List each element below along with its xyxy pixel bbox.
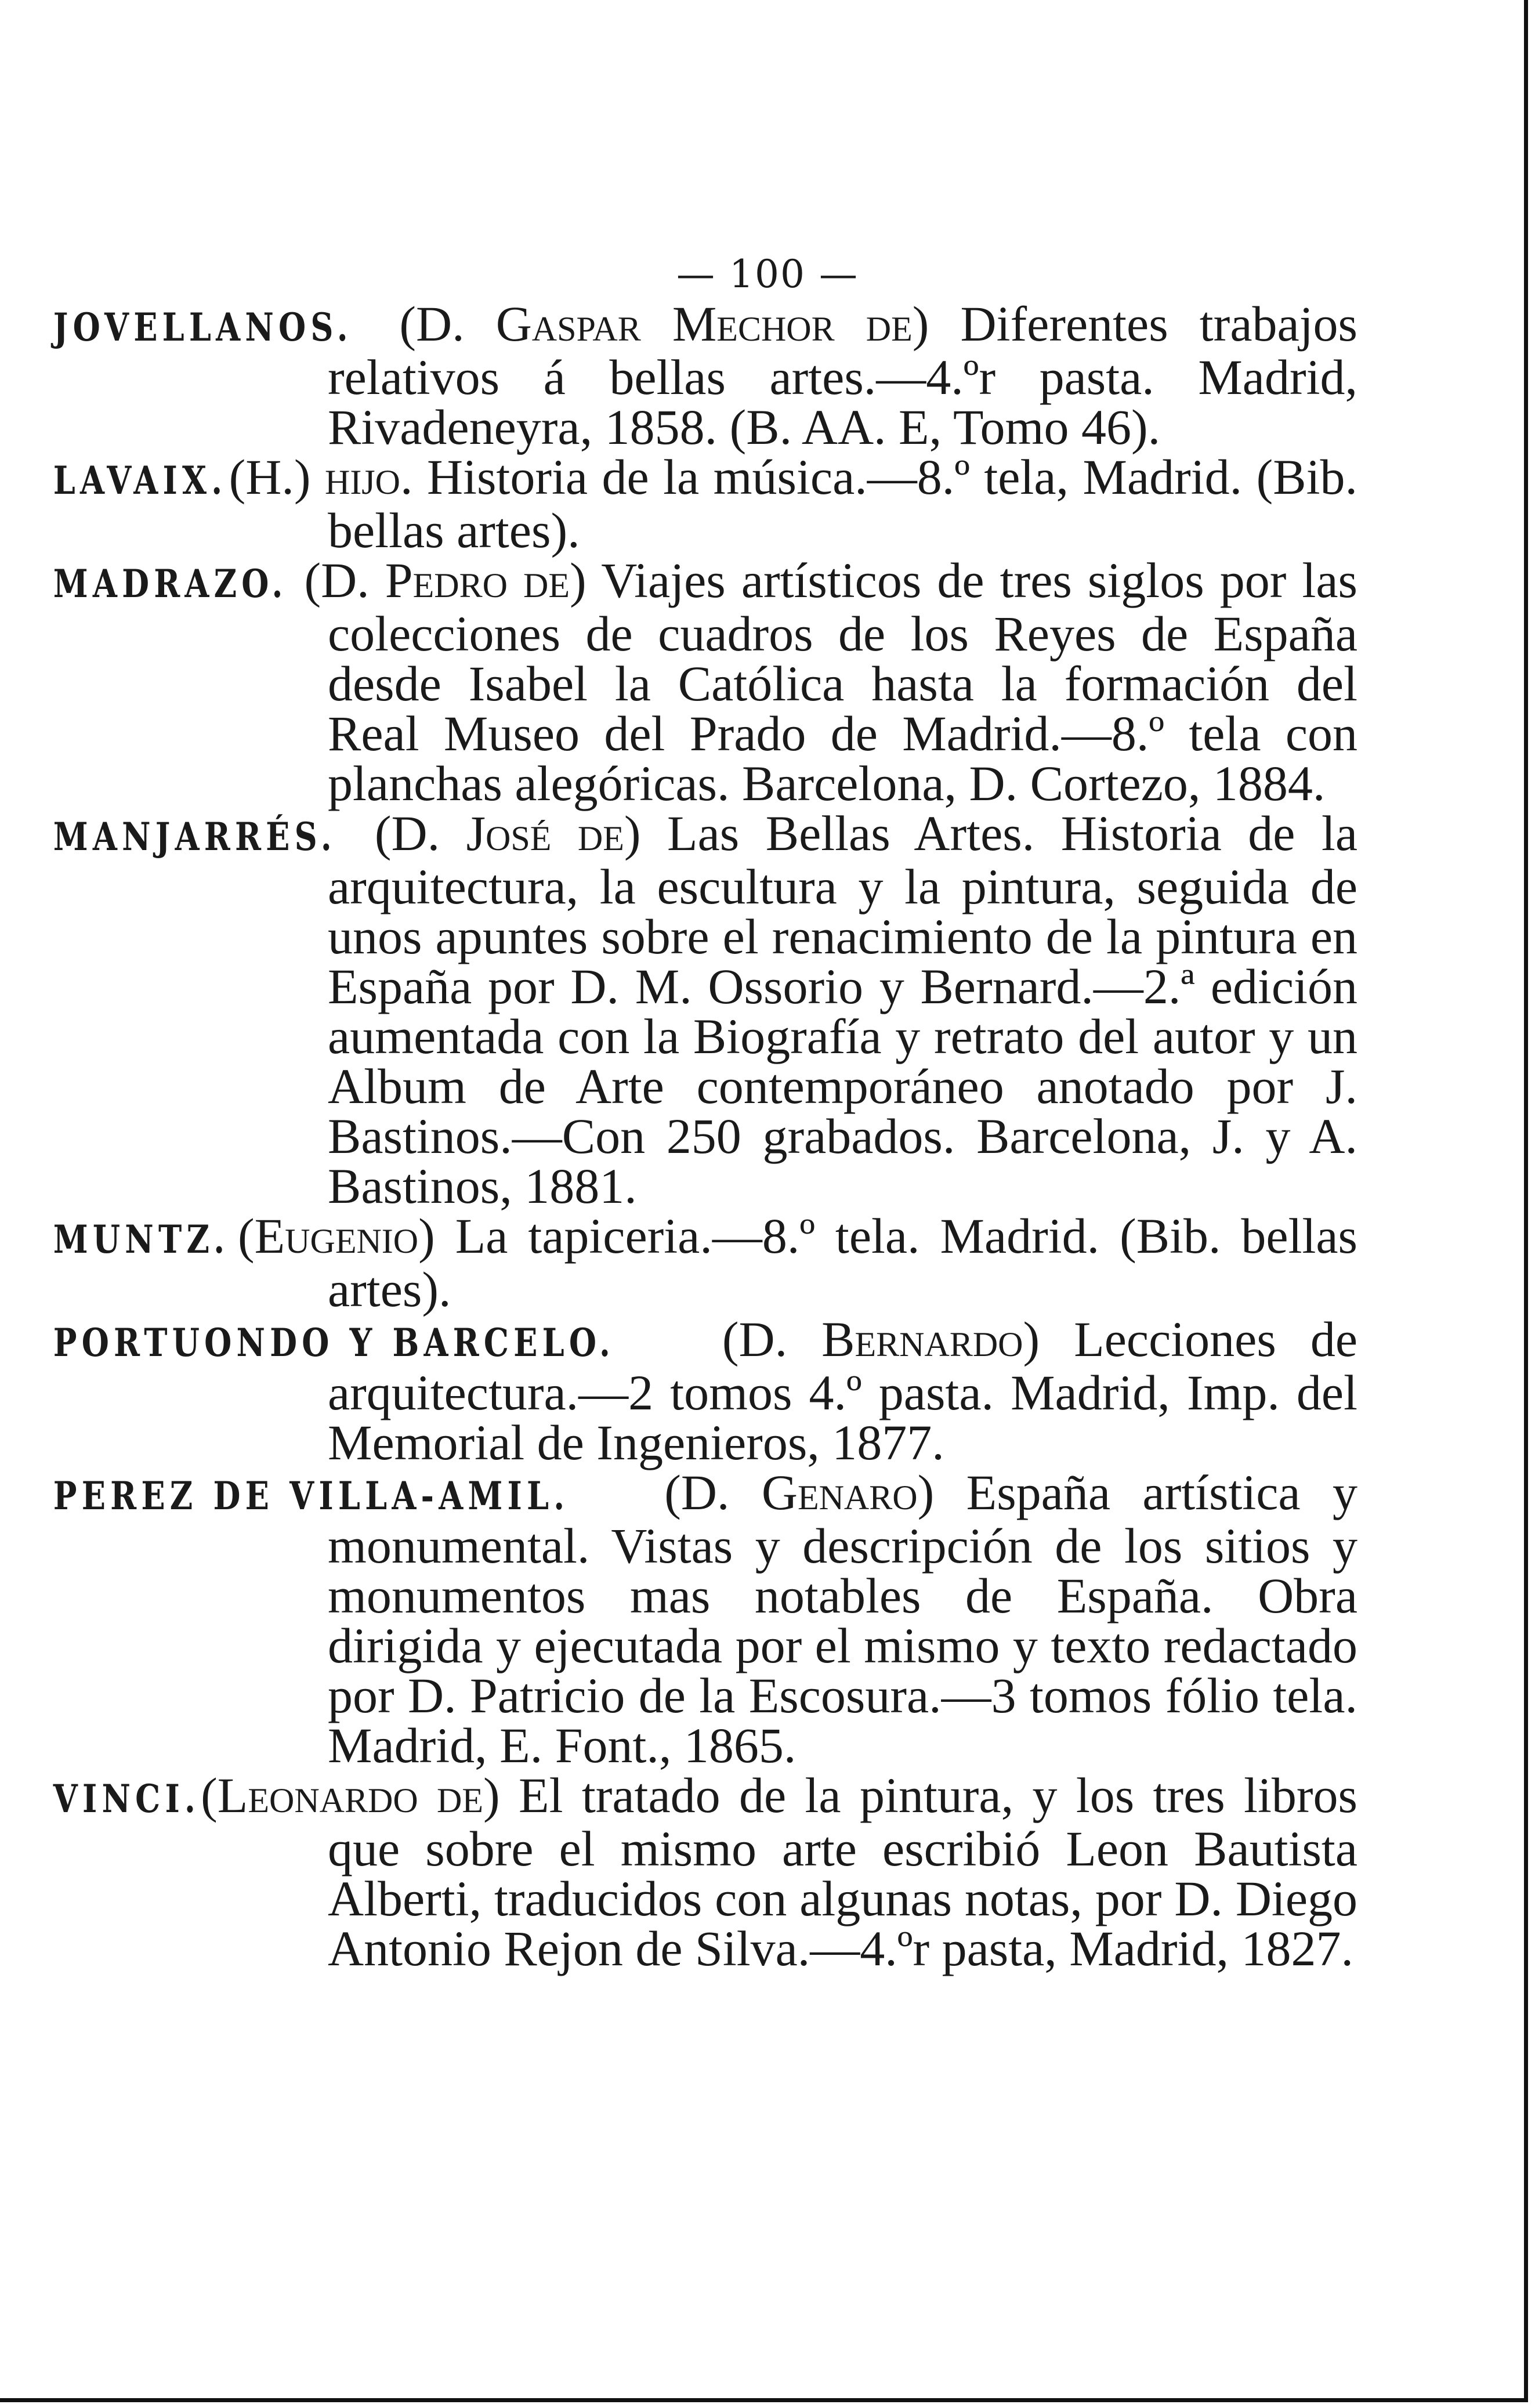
entry-text: Viajes artísticos de tres siglos por las colecciones de cuadros de los Reyes de España desde Isabel la Católica hasta la formación del Real Museo del Prado de Madrid.—8.º tela con planchas alegóricas. Barcelona, D. Cortezo, 1884. <box>328 552 1358 811</box>
bibliography-list <box>53 296 1358 1976</box>
entry-author: (D. Bernardo) <box>722 1311 1040 1367</box>
bibliography-entry-perez-de-villa-amil <box>53 1465 1357 1773</box>
page-number: — 100 — <box>676 252 859 297</box>
entry-author: (Eugenio) <box>238 1208 435 1264</box>
entry-author: (D. Genaro) <box>664 1465 935 1520</box>
entry-text: El tratado de la pintura, y los tres libros que sobre el mismo arte escribió Leon Bautista Alberti, traducidos con algunas notas, por D. Diego Antonio Rejon de Silva.—4.ºr pasta, Madrid, 1827. <box>328 1767 1357 1976</box>
entry-headword: LAVAIX. <box>53 458 227 503</box>
bibliography-entry-madrazo <box>53 552 1358 811</box>
entry-text: Las Bellas Artes. Historia de la arquitectura, la escultura y la pintura, seguida de unos apuntes sobre el renacimiento de la pintura en España por D. M. Ossorio y Bernard.—2.ª edición aumentada con la Biografía y retrato del autor y un Album de Arte contemporáneo anotado por J. Bastinos.—Con 250 grabados. Barcelona, J. y A. Bastinos, 1881. <box>328 805 1358 1214</box>
entry-author: (D. Pedro de) <box>304 552 587 608</box>
entry-text: Diferentes trabajos relativos á bellas artes.—4.ºr pasta. Madrid, Rivadeneyra, 1858. (B. AA. E, Tomo 46). <box>328 296 1358 455</box>
entry-text: España artística y monumental. Vistas y descripción de los sitios y monumentos mas notables de España. Obra dirigida y ejecutada por el mismo y texto redactado por D. Patricio de la Escosura.—3 tomos fólio tela. Madrid, E. Font., 1865. <box>328 1465 1357 1773</box>
entry-text: Lecciones de arquitectura.—2 tomos 4.º pasta. Madrid, Imp. del Memorial de Ingenieros, 1877. <box>328 1311 1357 1470</box>
bibliography-entry-lavaix <box>53 449 1357 558</box>
bibliography-entry-vinci <box>53 1767 1357 1976</box>
entry-headword: MADRAZO. <box>53 561 288 606</box>
entry-headword: JOVELLANOS. <box>53 305 353 350</box>
entry-headword: VINCI. <box>53 1776 201 1821</box>
bibliography-entry-manjarres <box>53 805 1358 1214</box>
bibliography-entry-muntz <box>53 1208 1358 1317</box>
entry-text: Historia de la música.—8.º tela, Madrid. (Bib. bellas artes). <box>328 449 1357 558</box>
bibliography-entry-jovellanos <box>53 296 1358 455</box>
entry-text: La tapiceria.—8.º tela. Madrid. (Bib. bellas artes). <box>328 1208 1358 1317</box>
bibliography-entry-portuondo <box>53 1311 1357 1470</box>
entry-headword: PORTUONDO Y BARCELO. <box>53 1320 616 1365</box>
entry-headword: PEREZ DE VILLA-AMIL. <box>53 1473 570 1518</box>
entry-author: (D. José de) <box>374 805 641 861</box>
entry-headword: MANJARRÉS. <box>53 814 336 859</box>
entry-headword: MUNTZ. <box>53 1217 230 1262</box>
entry-author: (Leonardo de) <box>201 1767 500 1823</box>
entry-author: (D. Gaspar Mechor de) <box>399 296 929 352</box>
entry-author: (H.) hijo. <box>229 449 413 505</box>
